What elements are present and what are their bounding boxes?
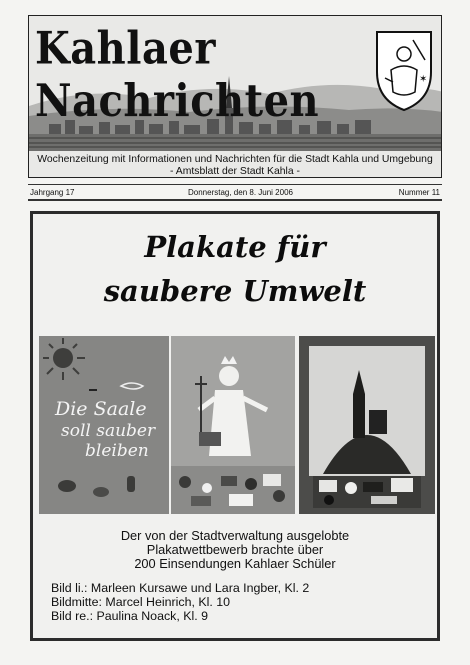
poster-image-right xyxy=(299,336,435,514)
poster-title-line2: saubere Umwelt xyxy=(103,274,367,308)
issue-date: Donnerstag, den 8. Juni 2006 xyxy=(188,188,293,197)
drawing-text-line3: bleiben xyxy=(85,441,149,461)
figure-with-litter-drawing xyxy=(171,336,295,514)
volume-label: Jahrgang 17 xyxy=(30,188,75,197)
masthead-official-gazette-line: - Amtsblatt der Stadt Kahla - xyxy=(170,166,300,177)
drawing-text-line1: Die Saale xyxy=(55,398,147,420)
town-coat-of-arms-icon xyxy=(373,26,435,112)
credit-middle-image: Bildmitte: Marcel Heinrich, Kl. 10 xyxy=(51,595,231,609)
poster-image-left xyxy=(39,336,169,514)
masthead-subtitle: Wochenzeitung mit Informationen und Nachrichten für die Stadt Kahla und Umgebung xyxy=(37,154,433,165)
credit-right-image: Bild re.: Paulina Noack, Kl. 9 xyxy=(51,609,209,623)
drawing-text-line2: soll sauber xyxy=(61,421,156,441)
poster-image-middle xyxy=(171,336,295,514)
caption-line2: Plakatwettbewerb brachte über xyxy=(146,542,324,557)
poster-title-line1: Plakate für xyxy=(144,230,326,264)
caption-line1: Der von der Stadtverwaltung ausgelobte xyxy=(120,528,350,543)
masthead xyxy=(28,15,442,178)
svg-text:✶: ✶ xyxy=(419,74,428,85)
credit-left-image: Bild li.: Marleen Kursawe und Lara Ingber, Kl. 2 xyxy=(51,581,310,595)
caption-line3: 200 Einsendungen Kahlaer Schüler xyxy=(134,556,336,571)
tower-on-hill-drawing xyxy=(299,336,435,514)
poster-article xyxy=(30,211,440,641)
issue-info-bar xyxy=(28,184,442,201)
newspaper-title: Kahlaer Nachrichten xyxy=(35,22,320,128)
issue-number: Nummer 11 xyxy=(398,188,440,197)
